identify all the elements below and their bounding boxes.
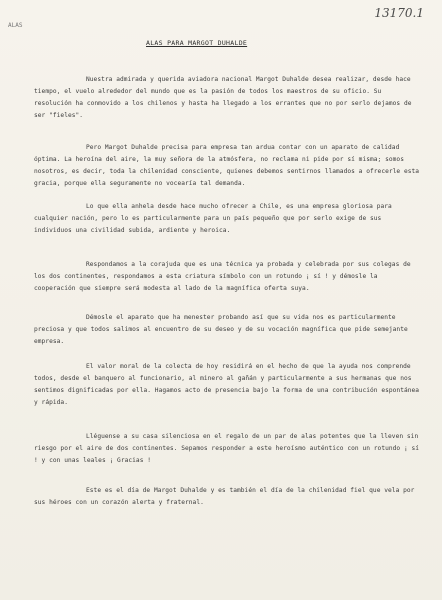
paragraph-3 <box>34 201 420 237</box>
paragraph-text: El valor moral de la colecta de hoy residirá en el hecho de que la ayuda nos comprende todos, desde el banquero al funcionario, al minero al gañán y particularmente a sus hermanas que nos sentimos dignificadas por ella. Hagamos acto de presencia bajo la forma de una contribución espontánea y rápida. <box>34 363 420 406</box>
paragraph-text: Respondamos a la corajuda que es una técnica ya probada y celebrada por sus colegas de los dos continentes, respondamos a esta criatura símbolo con un rotundo ¡ sí ! y démosle la cooperación que siempre será modesta al lado de la magnífica oferta suya. <box>34 261 411 292</box>
document-number: 13170.1 <box>374 6 424 20</box>
paragraph-5 <box>34 312 420 348</box>
paragraph-6 <box>34 361 420 409</box>
paragraph-1 <box>34 74 420 122</box>
document-title: ALAS PARA MARGOT DUHALDE <box>146 39 248 47</box>
paragraph-text: Nuestra admirada y querida aviadora nacional Margot Duhalde desea realizar, desde hace tiempo, el vuelo alrededor del mundo que es la pasión de todos los maestros de su oficio. Su resolución ha conmovido a los chilenos y hasta ha llegado a los errantes que no por serlo dejamos de ser "fieles". <box>34 76 412 119</box>
paragraph-8 <box>34 485 420 509</box>
paragraph-text: Pero Margot Duhalde precisa para empresa tan ardua contar con un aparato de calidad óptima. La heroína del aire, la muy señora de la atmósfera, no reclama ni pide por sí misma; somos nosotros, es decir, toda la chilenidad consciente, quienes debemos sentirnos llamados a ofrecerle esta gracia, porque ella seguramente no vocearía tal demanda. <box>34 144 420 187</box>
paragraph-7 <box>34 431 420 467</box>
paragraph-4 <box>34 259 420 295</box>
paragraph-text: Démosle el aparato que ha menester probando así que su vida nos es particularmente preciosa y que todos salimos al encuentro de su deseo y de su vocación magnífica que pide semejante empresa. <box>34 314 408 345</box>
paragraph-2 <box>34 142 420 190</box>
paragraph-text: Este es el día de Margot Duhalde y es también el día de la chilenidad fiel que vela por sus héroes con un corazón alerta y fraternal. <box>34 487 415 506</box>
paragraph-text: Lo que ella anhela desde hace mucho ofrecer a Chile, es una empresa gloriosa para cualquier nación, pero lo es particularmente para un país pequeño que por serlo exige de sus individuos una civilidad subida, ardiente y heroica. <box>34 203 392 234</box>
paragraph-text: Lléguense a su casa silenciosa en el regalo de un par de alas potentes que la lleven sin riesgo por el aire de dos continentes. Sepamos responder a este heroísmo auténtico con un rotundo ¡ sí ! y con unas leales ¡ Gracias ! <box>34 433 420 464</box>
corner-mark: ALAS <box>8 22 23 29</box>
